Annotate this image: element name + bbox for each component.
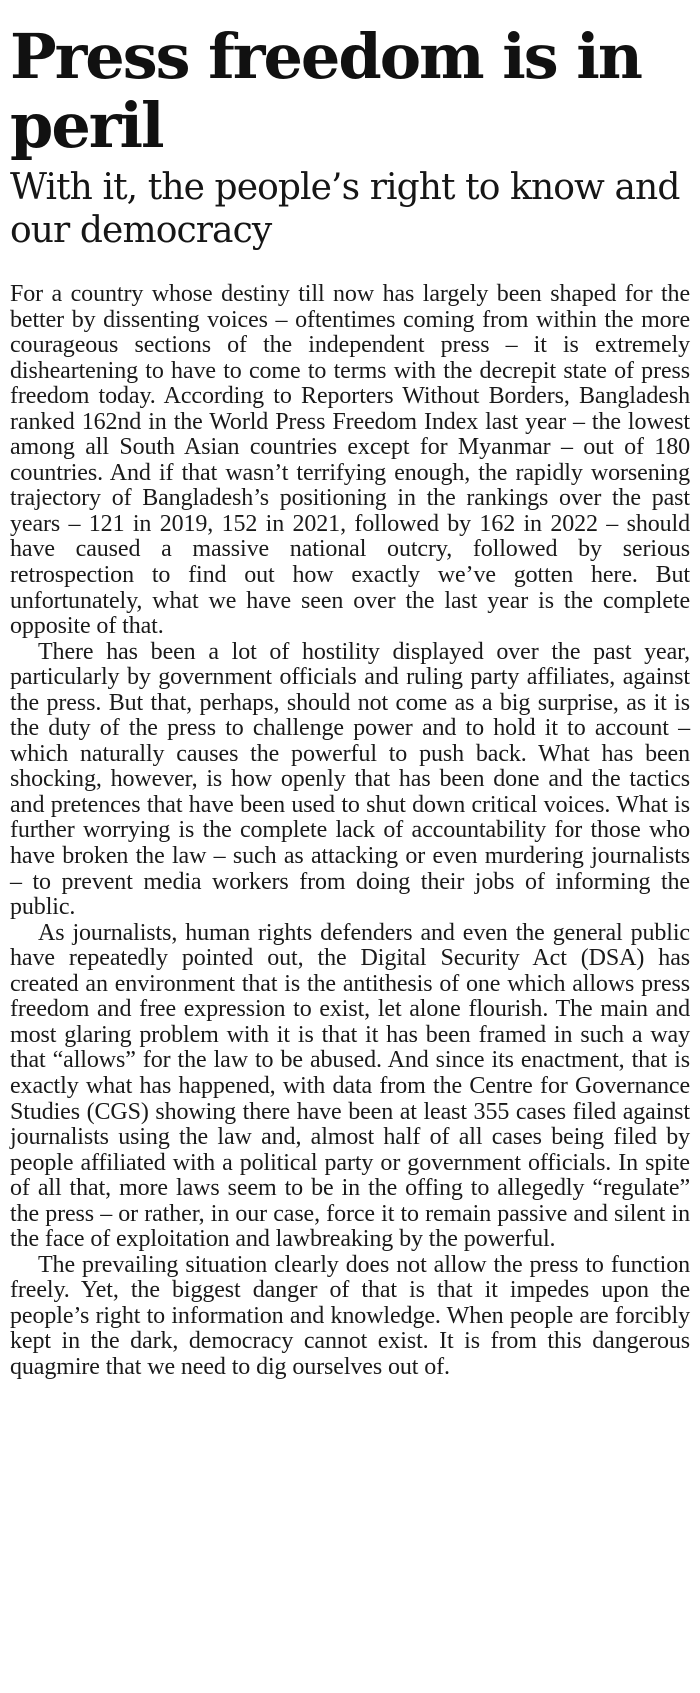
article-body bbox=[10, 282, 690, 1381]
body-paragraph-4: The prevailing situation clearly does not allow the press to function freely. Yet, the biggest danger of that is that it impedes upon the people’s right to information and knowledge. When people are forcibly kept in the dark, democracy cannot exist. It is from this dangerous quagmire that we need to dig ourselves out of. bbox=[10, 1251, 690, 1380]
headline: Press freedom is in peril bbox=[10, 20, 641, 162]
editorial-article bbox=[10, 22, 690, 1381]
body-paragraph-2: There has been a lot of hostility displayed over the past year, particularly by government officials and ruling party affiliates, against the press. But that, perhaps, should not come as a big surprise, as it is the duty of the press to challenge power and to hold it to account – which naturally causes the powerful to push back. What has been shocking, however, is how openly that has been done and the tactics and pretences that have been used to shut down critical voices. What is further worrying is the complete lack of accountability for those who have broken the law – such as attacking or even murdering journalists – to prevent media workers from doing their jobs of informing the public. bbox=[10, 638, 690, 921]
subheadline: With it, the people’s right to know and our democracy bbox=[10, 167, 680, 251]
body-paragraph-3: As journalists, human rights defenders and even the general public have repeatedly pointed out, the Digital Security Act (DSA) has created an environment that is the antithesis of one which allows press freedom and free expression to exist, let alone flourish. The main and most glaring problem with it is that it has been framed in such a way that “allows” for the law to be abused. And since its enactment, that is exactly what has happened, with data from the Centre for Governance Studies (CGS) showing there have been at least 355 cases filed against journalists using the law and, almost half of all cases being filed by people affiliated with a political party or government officials. In spite of all that, more laws seem to be in the offing to allegedly “regulate” the press – or rather, in our case, force it to remain passive and silent in the face of exploitation and lawbreaking by the powerful. bbox=[10, 919, 690, 1253]
body-paragraph-1: For a country whose destiny till now has largely been shaped for the better by dissenting voices – oftentimes coming from within the more courageous sections of the independent press – it is extremely disheartening to have to come to terms with the decrepit state of press freedom today. According to Reporters Without Borders, Bangladesh ranked 162nd in the World Press Freedom Index last year – the lowest among all South Asian countries except for Myanmar – out of 180 countries. And if that wasn’t terrifying enough, the rapidly worsening trajectory of Bangladesh’s positioning in the rankings over the past years – 121 in 2019, 152 in 2021, followed by 162 in 2022 – should have caused a massive national outcry, followed by serious retrospection to find out how exactly we’ve gotten here. But unfortunately, what we have seen over the last year is the complete opposite of that. bbox=[10, 281, 690, 640]
